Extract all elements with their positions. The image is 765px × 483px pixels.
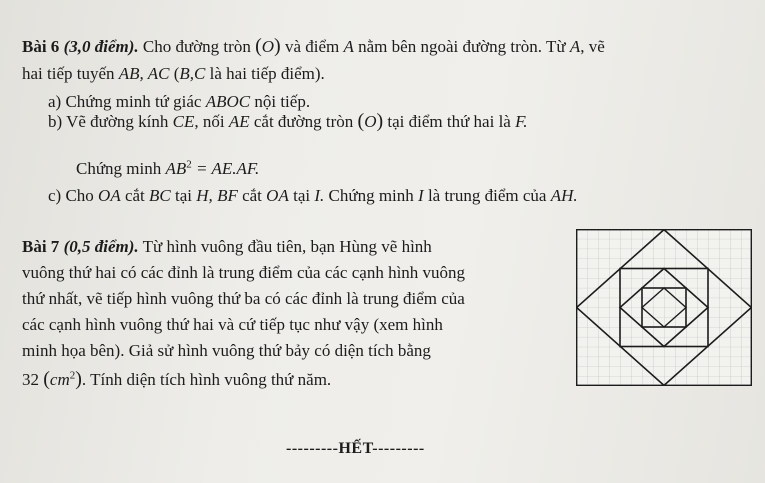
problem6-part-b-prove: Chứng minh $AB^2 = AE.AF$. bbox=[76, 158, 260, 178]
math-H: H, bbox=[196, 186, 213, 205]
problem7-line6: 32 $(cm^2)$. Tính diện tích hình vuông thứ năm. bbox=[22, 368, 332, 390]
math-AH: AH. bbox=[550, 186, 578, 205]
math-A: A bbox=[343, 37, 354, 56]
math-CE: CE bbox=[172, 112, 195, 131]
math-ABOC: ABOC bbox=[205, 92, 251, 111]
math-OA: OA bbox=[98, 186, 121, 205]
math-AE: AE bbox=[228, 112, 250, 131]
problem6-title: Bài 6 bbox=[22, 37, 60, 56]
math-F: F. bbox=[515, 112, 528, 131]
problem6-part-a: a) Chứng minh tứ giác ABOC nội tiếp. bbox=[48, 92, 311, 111]
problem7-points: (0,5 điểm). bbox=[63, 237, 139, 256]
problem6-points: (3,0 điểm). bbox=[63, 37, 139, 56]
math-AB-squared: AB bbox=[165, 159, 187, 178]
math-B-C: B,C bbox=[179, 64, 206, 83]
problem7-line1: Bài 7 (0,5 điểm). Từ hình vuông đầu tiên, bạn Hùng vẽ hình bbox=[22, 237, 432, 256]
math-OA-2: OA bbox=[266, 186, 289, 205]
problem7-line2: vuông thứ hai có các đỉnh là trung điểm của các cạnh hình vuông bbox=[22, 263, 466, 282]
problem6-line2-c: là hai tiếp điểm). bbox=[209, 64, 325, 83]
grid-background bbox=[576, 229, 752, 386]
problem7-unit: cm bbox=[49, 370, 70, 389]
end-marker: ---------HẾT--------- bbox=[286, 440, 425, 457]
problem7-title: Bài 7 bbox=[22, 237, 60, 256]
problem6-part-c: c) Cho OA cắt BC tại H, BF cắt OA tại I. Chứng minh I là trung điểm của AH. bbox=[48, 186, 578, 205]
nested-squares-figure bbox=[576, 229, 752, 386]
math-A-2: A bbox=[569, 37, 581, 56]
math-BF: BF bbox=[217, 186, 238, 205]
problem6-line2: hai tiếp tuyến AB, AC (B,C là hai tiếp điểm). bbox=[22, 64, 325, 83]
problem7-line4: các cạnh hình vuông thứ hai và cứ tiếp tục như vậy (xem hình bbox=[22, 315, 443, 334]
problem6-intro-c: nằm bên ngoài đường tròn. Từ bbox=[358, 37, 566, 56]
math-AB-AC: AB, AC bbox=[118, 64, 170, 83]
math-I: I. bbox=[314, 186, 325, 205]
math-O: O bbox=[261, 37, 275, 56]
math-equation: = AE.AF. bbox=[196, 159, 260, 178]
math-BC: BC bbox=[149, 186, 171, 205]
problem7-line5: minh họa bên). Giả sử hình vuông thứ bảy có diện tích bằng bbox=[22, 341, 431, 360]
problem6-intro-b: và điểm bbox=[284, 37, 340, 56]
problem6-intro-d: , vẽ bbox=[580, 37, 605, 56]
problem6-line1: Bài 6 (3,0 điểm). Cho đường tròn (O) và điểm A nằm bên ngoài đường tròn. Từ A, vẽ bbox=[22, 35, 605, 57]
problem6-line2-a: hai tiếp tuyến bbox=[22, 64, 115, 83]
problem6-intro-a: Cho đường tròn bbox=[142, 37, 251, 56]
problem7-line3: thứ nhất, vẽ tiếp hình vuông thứ ba có các đỉnh là trung điểm của bbox=[22, 289, 465, 308]
problem7-area: 32 bbox=[22, 370, 39, 389]
math-I-2: I bbox=[418, 186, 424, 205]
problem6-part-b: b) Vẽ đường kính CE, nối AE cắt đường tròn (O) tại điểm thứ hai là F. bbox=[48, 110, 528, 132]
